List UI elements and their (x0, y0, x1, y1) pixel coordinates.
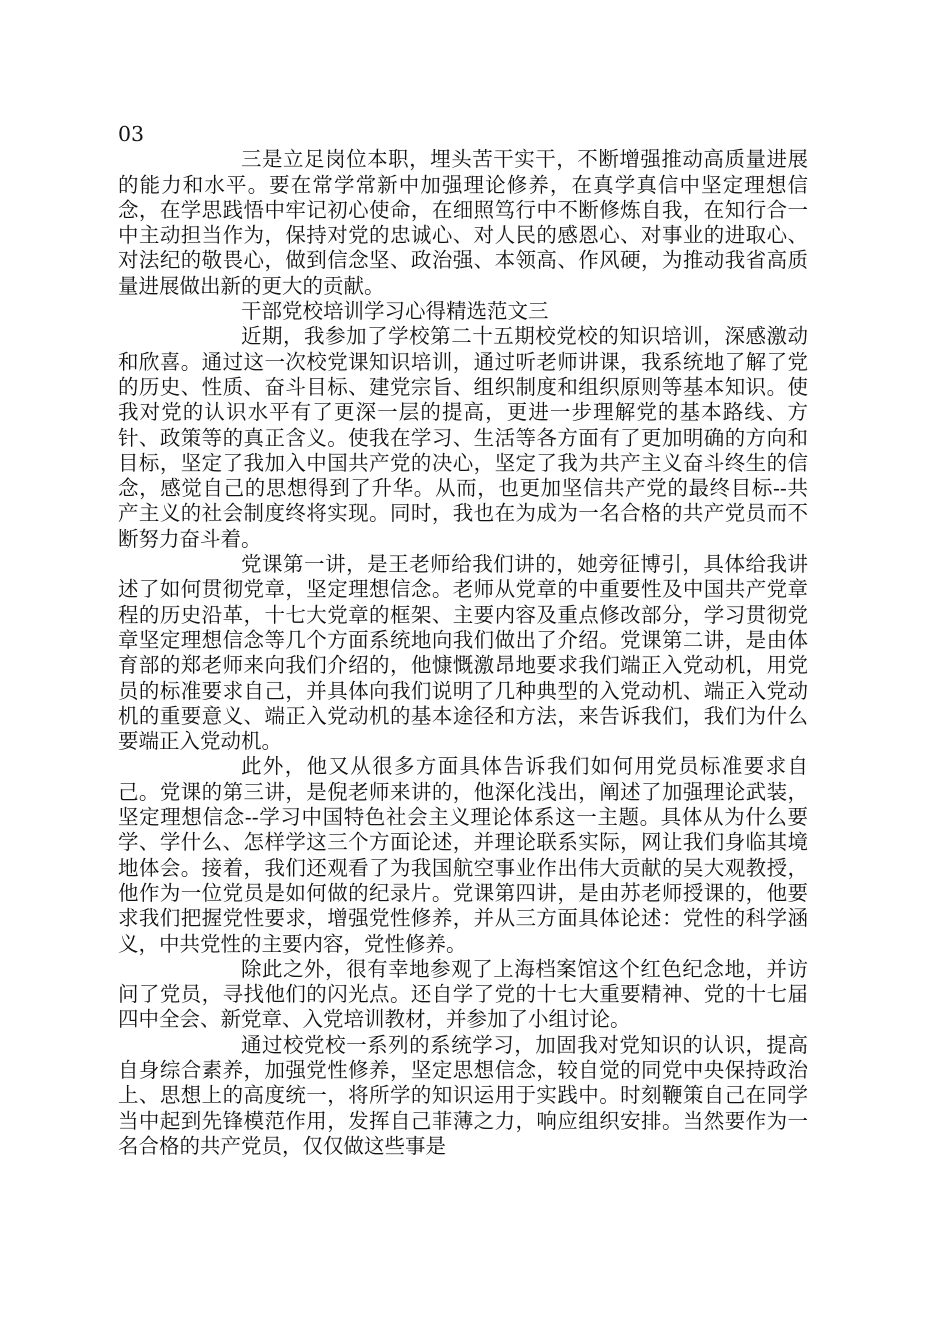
paragraph: 通过校党校一系列的系统学习，加固我对党知识的认识，提高自身综合素养，加强党性修养，坚定思想信念，较自觉的同党中央保持政治上、思想上的高度统一，将所学的知识运用于实践中。时刻鞭策自己在同学当中起到先锋模范作用，发挥自己菲薄之力，响应组织安排。当然要作为一名合格的共产党员，仅仅做这些事是 (118, 1032, 808, 1158)
paragraph: 党课第一讲，是王老师给我们讲的，她旁征博引，具体给我讲述了如何贯彻党章，坚定理想信念。老师从党章的中重要性及中国共产党章程的历史沿革，十七大党章的框架、主要内容及重点修改部分，学习贯彻党章坚定理想信念等几个方面系统地向我们做出了介绍。党课第二讲，是由体育部的郑老师来向我们介绍的，他慷慨激昂地要求我们端正入党动机，用党员的标准要求自己，并具体向我们说明了几种典型的入党动机、端正入党动机的重要意义、端正入党动机的基本途径和方法，来告诉我们，我们为什么要端正入党动机。 (118, 552, 808, 754)
paragraph: 此外，他又从很多方面具体告诉我们如何用党员标准要求自己。党课的第三讲，是倪老师来讲的，他深化浅出，阐述了加强理论武装，坚定理想信念--学习中国特色社会主义理论体系这一主题。具体从为什么要学、学什么、怎样学这三个方面论述，并理论联系实际，网让我们身临其境地体会。接着，我们还观看了为我国航空事业作出伟大贡献的吴大观教授，他作为一位党员是如何做的纪录片。党课第四讲，是由苏老师授课的，他要求我们把握党性要求，增强党性修养，并从三方面具体论述：党性的科学涵义，中共党性的主要内容，党性修养。 (118, 754, 808, 956)
paragraph: 除此之外，很有幸地参观了上海档案馆这个红色纪念地，并访问了党员，寻找他们的闪光点。还自学了党的十七大重要精神、党的十七届四中全会、新党章、入党培训教材，并参加了小组讨论。 (118, 956, 808, 1032)
section-number: 03 (118, 122, 145, 146)
article-heading: 干部党校培训学习心得精选范文三 (241, 299, 549, 324)
paragraph: 近期，我参加了学校第二十五期校党校的知识培训，深感激动和欣喜。通过这一次校党课知识培训，通过听老师讲课，我系统地了解了党的历史、性质、奋斗目标、建党宗旨、组织制度和组织原则等基本知识。使我对党的认识水平有了更深一层的提高，更进一步理解党的基本路线、方针、政策等的真正含义。使我在学习、生活等各方面有了更加明确的方向和目标，坚定了我加入中国共产党的决心，坚定了我为共产主义奋斗终生的信念，感觉自己的思想得到了升华。从而，也更加坚信共产党的最终目标--共产主义的社会制度终将实现。同时，我也在为成为一名合格的共产党员而不断努力奋斗着。 (118, 324, 808, 551)
document-page (118, 122, 808, 1159)
paragraph: 三是立足岗位本职，埋头苦干实干，不断增强推动高质量进展的能力和水平。要在常学常新中加强理论修养，在真学真信中坚定理想信念，在学思践悟中牢记初心使命，在细照笃行中不断修炼自我，在知行合一中主动担当作为，保持对党的忠诚心、对人民的感恩心、对事业的进取心、对法纪的敬畏心，做到信念坚、政治强、本领高、作风硬，为推动我省高质量进展做出新的更大的贡献。 (118, 147, 808, 298)
